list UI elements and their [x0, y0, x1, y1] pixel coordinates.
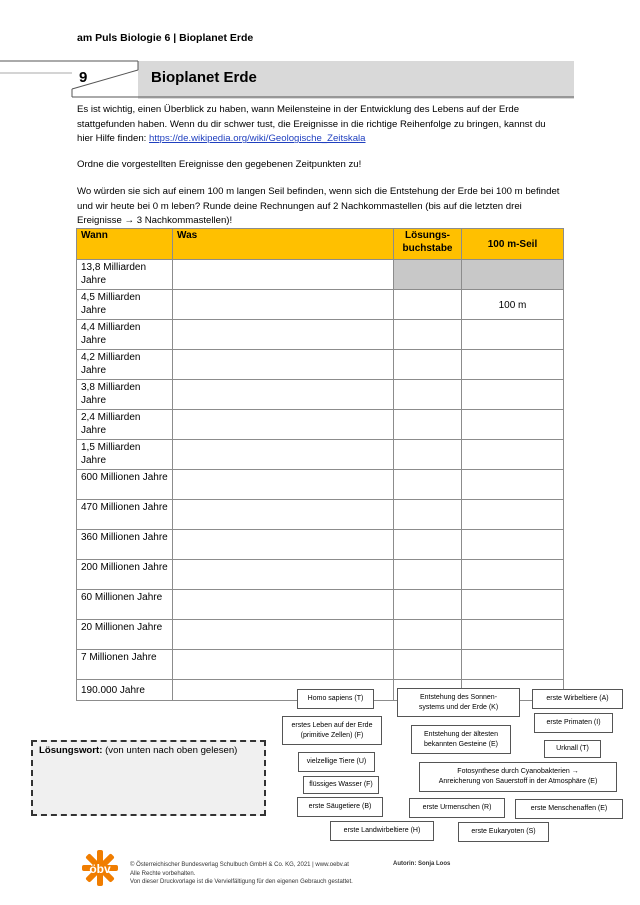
header-loesung: Lösungs- buchstabe [394, 229, 462, 260]
instruction-rope: Wo würden sie sich auf einem 100 m langen Seil befinden, wenn sich die Entstehung der Erde bei 100 m befindet und wir heute bei 0 m leben? Runde deine Rechnungen auf 2 Nachkommastellen (bis auf die letzten drei Ereignisse → 3 Nachkommastellen)! [77, 186, 560, 227]
cell-seil[interactable]: 100 m [462, 290, 564, 320]
cell-wann: 190.000 Jahre [77, 680, 173, 701]
cell-loesung[interactable] [394, 350, 462, 380]
svg-text:öbv: öbv [89, 862, 111, 876]
cell-loesung[interactable] [394, 440, 462, 470]
cell-loesung[interactable] [394, 290, 462, 320]
event-box[interactable]: flüssiges Wasser (F) [303, 776, 379, 794]
event-box[interactable]: Urknall (T) [544, 740, 601, 758]
cell-was[interactable] [173, 560, 394, 590]
cell-seil[interactable] [462, 350, 564, 380]
cell-wann: 200 Millionen Jahre [77, 560, 173, 590]
table-row [77, 620, 564, 650]
chapter-number: 9 [79, 69, 88, 86]
document-header: am Puls Biologie 6 | Bioplanet Erde [77, 32, 254, 44]
event-box[interactable]: vielzellige Tiere (U) [298, 752, 375, 772]
cell-was[interactable] [173, 440, 394, 470]
chapter-title: Bioplanet Erde [151, 69, 257, 86]
table-row [77, 560, 564, 590]
table-row [77, 350, 564, 380]
cell-loesung[interactable] [394, 620, 462, 650]
cell-seil[interactable] [462, 530, 564, 560]
footer-author: Autorin: Sonja Loos [393, 861, 451, 867]
cell-was[interactable] [173, 320, 394, 350]
cell-wann: 20 Millionen Jahre [77, 620, 173, 650]
cell-seil[interactable] [462, 620, 564, 650]
intro-paragraph [77, 103, 557, 147]
event-box[interactable]: Fotosynthese durch Cyanobakterien → Anreicherung von Sauerstoff in der Atmosphäre (E) [419, 762, 617, 792]
header-seil: 100 m-Seil [462, 229, 564, 260]
chapter-banner [0, 55, 640, 105]
table-row [77, 290, 564, 320]
table-row [77, 260, 564, 290]
cell-wann: 470 Millionen Jahre [77, 500, 173, 530]
table-row [77, 650, 564, 680]
cell-was[interactable] [173, 650, 394, 680]
header-was: Was [173, 229, 394, 260]
table-row [77, 590, 564, 620]
cell-was[interactable] [173, 290, 394, 320]
cell-loesung[interactable] [394, 500, 462, 530]
event-box[interactable]: erste Wirbeltiere (A) [532, 689, 623, 709]
cell-seil[interactable] [462, 440, 564, 470]
cell-was[interactable] [173, 380, 394, 410]
solution-label-hint: (von unten nach oben gelesen) [105, 745, 238, 756]
event-box[interactable]: erste Urmenschen (R) [409, 798, 505, 818]
cell-seil[interactable] [462, 470, 564, 500]
cell-seil[interactable] [462, 650, 564, 680]
intro-text: Es ist wichtig, einen Überblick zu haben, wann Meilensteine in der Entwicklung des Lebens auf der Erde stattgefunden haben. Wenn du dir schwer tust, die Ereignisse in die richtige Reihenfolge zu bringen, kannst du hier Hilfe finden: [77, 104, 546, 145]
footer-copyright [130, 861, 353, 887]
footer-line-3: Von dieser Druckvorlage ist die Vervielfältigung für den eigenen Gebrauch gestattet. [130, 879, 353, 885]
cell-loesung[interactable] [394, 410, 462, 440]
cell-loesung[interactable] [394, 560, 462, 590]
oebv-logo-icon [80, 848, 120, 888]
cell-loesung[interactable] [394, 650, 462, 680]
table-row [77, 530, 564, 560]
cell-was[interactable] [173, 260, 394, 290]
cell-wann: 13,8 Milliarden Jahre [77, 260, 173, 290]
cell-was[interactable] [173, 620, 394, 650]
event-box[interactable]: Entstehung der ältesten bekannten Gesteine (E) [411, 725, 511, 754]
event-box[interactable]: Homo sapiens (T) [297, 689, 374, 709]
cell-loesung[interactable] [394, 470, 462, 500]
cell-was[interactable] [173, 350, 394, 380]
cell-loesung[interactable] [394, 380, 462, 410]
cell-wann: 600 Millionen Jahre [77, 470, 173, 500]
table-row [77, 470, 564, 500]
table-row [77, 320, 564, 350]
cell-wann: 360 Millionen Jahre [77, 530, 173, 560]
event-box[interactable]: erste Eukaryoten (S) [458, 822, 549, 842]
event-box[interactable]: erstes Leben auf der Erde (primitive Zellen) (F) [282, 716, 382, 745]
cell-wann: 4,2 Milliarden Jahre [77, 350, 173, 380]
solution-label-title: Lösungswort: [39, 745, 103, 756]
cell-wann: 2,4 Milliarden Jahre [77, 410, 173, 440]
footer-line-1: © Österreichischer Bundesverlag Schulbuch GmbH & Co. KG, 2021 | www.oebv.at [130, 862, 349, 868]
event-box[interactable]: erste Primaten (I) [534, 713, 613, 733]
wikipedia-link[interactable]: https://de.wikipedia.org/wiki/Geologische_Zeitskala [149, 133, 366, 145]
cell-loesung[interactable] [394, 590, 462, 620]
table-row [77, 410, 564, 440]
cell-was[interactable] [173, 470, 394, 500]
cell-wann: 7 Millionen Jahre [77, 650, 173, 680]
cell-seil[interactable] [462, 320, 564, 350]
cell-seil[interactable] [462, 380, 564, 410]
cell-wann: 3,8 Milliarden Jahre [77, 380, 173, 410]
cell-was[interactable] [173, 500, 394, 530]
cell-was[interactable] [173, 410, 394, 440]
cell-loesung[interactable] [394, 260, 462, 290]
header-wann: Wann [77, 229, 173, 260]
cell-seil[interactable] [462, 260, 564, 290]
event-box[interactable]: erste Menschenaffen (E) [515, 799, 623, 819]
cell-loesung[interactable] [394, 320, 462, 350]
event-box[interactable]: erste Landwirbeltiere (H) [330, 821, 434, 841]
cell-was[interactable] [173, 530, 394, 560]
solution-label [39, 745, 237, 756]
cell-seil[interactable] [462, 590, 564, 620]
cell-wann: 1,5 Milliarden Jahre [77, 440, 173, 470]
cell-wann: 4,4 Milliarden Jahre [77, 320, 173, 350]
table-row [77, 380, 564, 410]
table-row [77, 440, 564, 470]
cell-wann: 60 Millionen Jahre [77, 590, 173, 620]
cell-was[interactable] [173, 590, 394, 620]
event-box[interactable]: erste Säugetiere (B) [297, 797, 383, 817]
instruction-assign: Ordne die vorgestellten Ereignisse den gegebenen Zeitpunkten zu! [77, 159, 362, 170]
cell-wann: 4,5 Milliarden Jahre [77, 290, 173, 320]
cell-seil[interactable] [462, 500, 564, 530]
timeline-table [76, 228, 564, 701]
table-row [77, 500, 564, 530]
event-box[interactable]: Entstehung des Sonnen- systems und der Erde (K) [397, 688, 520, 717]
cell-loesung[interactable] [394, 530, 462, 560]
cell-seil[interactable] [462, 560, 564, 590]
footer-line-2: Alle Rechte vorbehalten. [130, 870, 196, 877]
cell-seil[interactable] [462, 410, 564, 440]
